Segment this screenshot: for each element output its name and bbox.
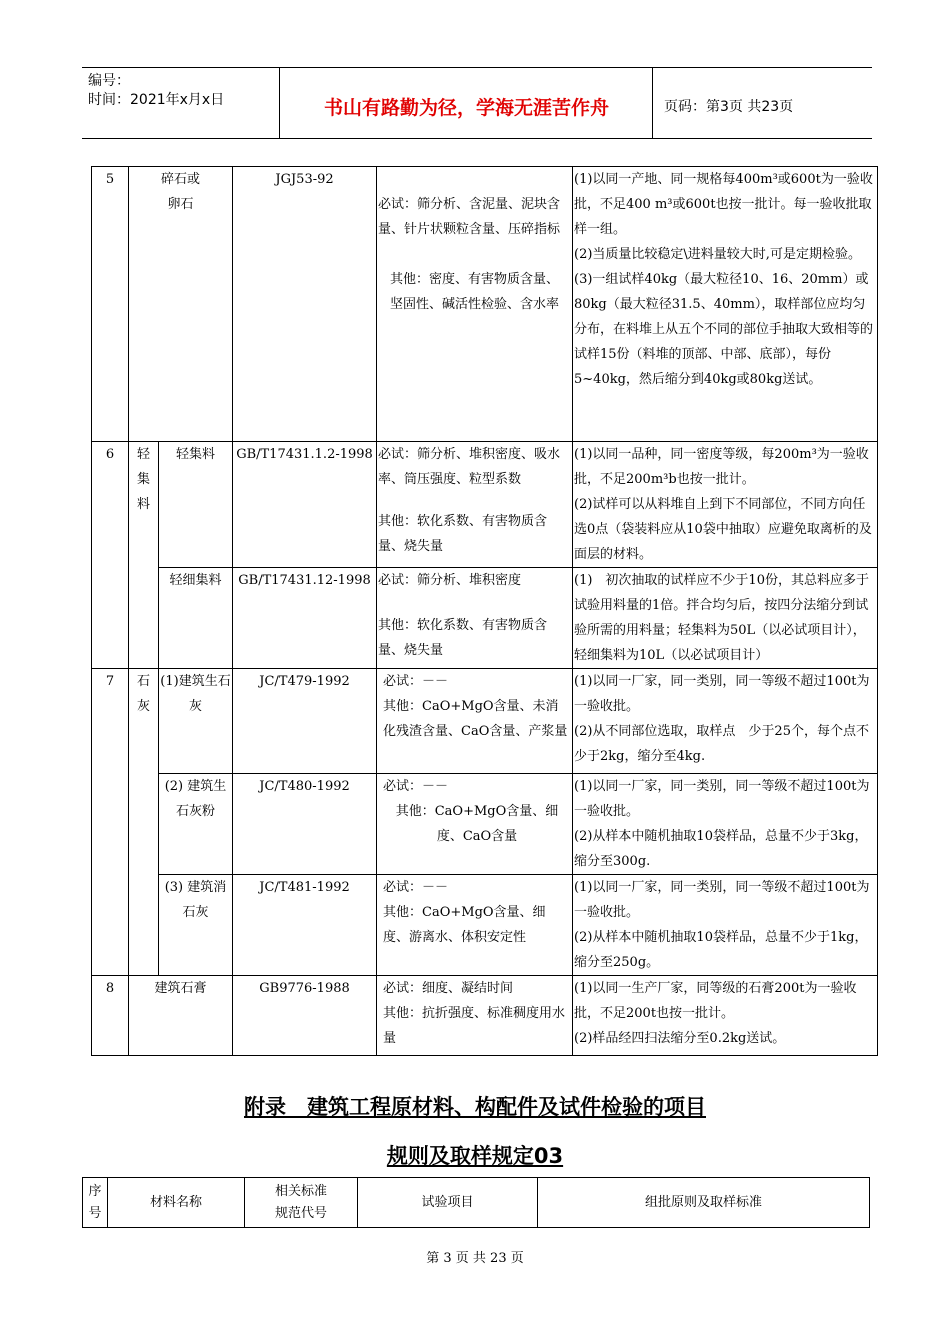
standard-code: JC/T480-1992 [233, 774, 377, 875]
table-row [92, 774, 878, 875]
material-name: (1)建筑生石灰 [159, 669, 233, 774]
rule-text: (2)样品经四扫法缩分至0.2kg送试。 [574, 1031, 786, 1046]
rule-text: (1)以同一生产厂家，同等级的石膏200t为一验收批，不足200t也按一批计。 [574, 981, 857, 1021]
material-name: (2) 建筑生石灰粉 [159, 774, 233, 875]
table-header-row [83, 1178, 870, 1228]
header-meta [82, 68, 280, 138]
material-group: 石灰 [129, 669, 159, 976]
test-items [377, 976, 573, 1056]
test-items [377, 568, 573, 669]
header-motto: 书山有路勤为径，学海无涯苦作舟 [281, 68, 653, 138]
sampling-rules [573, 976, 878, 1056]
row-number: 7 [92, 669, 129, 976]
sampling-rules: (1) 初次抽取的试样应不少于10份，其总料应多于试验用料量的1倍。拌合均匀后，按四分法缩分到试验所需的用料量；轻集料为50L（以必试项目计），轻细集料为10L（以必试项目计） [573, 568, 878, 669]
rule-text: (2)从样本中随机抽取10袋样品，总量不少于3kg，缩分至300g. [574, 829, 868, 869]
table-row [92, 976, 878, 1056]
required-tests: 必试：细度、凝结时间 [383, 981, 514, 996]
other-tests: 其他：抗折强度、标准稠度用水量 [383, 1006, 566, 1046]
document-date: 时间：2021年x月x日 [88, 92, 225, 108]
material-name: (3) 建筑消石灰 [159, 875, 233, 976]
material-name: 轻细集料 [159, 568, 233, 669]
appendix-title-line1 [0, 1091, 950, 1121]
material-name: 轻集料 [159, 442, 233, 568]
other-tests: 其他：CaO+MgO含量、未消化残渣含量、CaO含量、产浆量 [383, 699, 568, 739]
required-tests: 必试：－－ [383, 779, 449, 794]
material-name-line: 卵石 [167, 197, 194, 212]
required-tests: 必试：－－ [383, 674, 449, 689]
rule-text: (1)以同一厂家，同一类别，同一等级不超过100t为一验收批。 [574, 674, 870, 714]
appendix-title-line2 [0, 1140, 950, 1170]
sampling-rules [573, 167, 878, 442]
other-tests: 其他：CaO+MgO含量、细度、游离水、体积安定性 [383, 905, 546, 945]
rule-text: (1)以同一品种，同一密度等级，每200m³为一验收批，不足200m³b也按一批计。 [574, 447, 869, 487]
rule-text: (3)一组试样40kg（最大粒径10、16、20mm）或80kg（最大粒径31.5、40mm），取样部位应均匀分布，在料堆上从五个不同的部位手抽取大致相等的试样15份（料堆的顶部、中部、底部），每份5~40kg，然后缩分到40kg或80kg送试。 [574, 272, 874, 387]
rule-text: (2)从不同部位选取，取样点 少于25个，每个点不少于2kg，缩分至4kg. [574, 724, 869, 764]
test-items [377, 442, 573, 568]
column-header-standard: 相关标准规范代号 [245, 1178, 358, 1228]
standard-code: GB/T17431.1.2-1998 [233, 442, 377, 568]
sampling-rules [573, 875, 878, 976]
rule-text: (1)以同一产地、同一规格每400m³或600t为一验收批，不足400 m³或600t也按一批计。每一验收批取样一组。 [574, 172, 873, 237]
rule-text: (1)以同一厂家，同一类别，同一等级不超过100t为一验收批。 [574, 779, 870, 819]
table-row [92, 442, 878, 568]
table-row [92, 167, 878, 442]
material-name [129, 167, 233, 442]
sampling-rules [573, 442, 878, 568]
other-tests: 其他：密度、有害物质含量、坚固性、碱活性检验、含水率 [390, 272, 560, 312]
standard-code: JC/T479-1992 [233, 669, 377, 774]
appendix-title-text: 附录 建筑工程原材料、构配件及试件检验的项目 [244, 1095, 706, 1119]
materials-table [91, 166, 878, 1056]
row-number: 6 [92, 442, 129, 669]
table-row [92, 669, 878, 774]
column-header-test-items: 试验项目 [358, 1178, 538, 1228]
rule-text: (2)从样本中随机抽取10袋样品，总量不少于1kg，缩分至250g。 [574, 930, 868, 970]
appendix-header-table [82, 1177, 870, 1228]
test-items [377, 669, 573, 774]
appendix-title-text: 规则及取样规定03 [386, 1144, 564, 1168]
sampling-rules [573, 669, 878, 774]
required-tests: 必试：筛分析、堆积密度 [378, 573, 522, 588]
rule-text: (1)以同一厂家，同一类别，同一等级不超过100t为一验收批。 [574, 880, 870, 920]
standard-code: GB9776-1988 [233, 976, 377, 1056]
page-footer: 第 3 页 共 23 页 [426, 1251, 524, 1266]
other-tests: 其他：软化系数、有害物质含量、烧失量 [378, 618, 548, 658]
required-tests: 必试：筛分析、堆积密度、吸水率、筒压强度、粒型系数 [378, 447, 561, 487]
other-tests: 其他：CaO+MgO含量、细度、CaO含量 [395, 804, 559, 844]
test-items [377, 774, 573, 875]
standard-code: JGJ53-92 [233, 167, 377, 442]
material-name: 建筑石膏 [129, 976, 233, 1056]
row-number: 8 [92, 976, 129, 1056]
header-page-number: 页码：第3页 共23页 [664, 99, 794, 115]
standard-code: JC/T481-1992 [233, 875, 377, 976]
sampling-rules [573, 774, 878, 875]
rule-text: (2)当质量比较稳定\进料量较大时,可是定期检验。 [574, 247, 861, 262]
rule-text: (2)试样可以从料堆自上到下不同部位，不同方向任选0点（袋装料应从10袋中抽取）应避免取离析的及面层的材料。 [574, 497, 872, 562]
column-header-rules: 组批原则及取样标准 [538, 1178, 870, 1228]
test-items [377, 167, 573, 442]
row-number: 5 [92, 167, 129, 442]
table-row [92, 568, 878, 669]
column-header-material: 材料名称 [108, 1178, 245, 1228]
page-header [82, 67, 872, 139]
material-name-line: 碎石或 [161, 172, 201, 187]
table-row [92, 875, 878, 976]
other-tests: 其他：软化系数、有害物质含量、烧失量 [378, 514, 548, 554]
material-group: 轻集料 [129, 442, 159, 669]
column-header-number: 序号 [83, 1178, 108, 1228]
test-items [377, 875, 573, 976]
required-tests: 必试：－－ [383, 880, 449, 895]
required-tests: 必试：筛分析、含泥量、泥块含量、针片状颗粒含量、压碎指标 [378, 197, 561, 237]
document-number-label: 编号： [88, 73, 130, 89]
standard-code: GB/T17431.12-1998 [233, 568, 377, 669]
